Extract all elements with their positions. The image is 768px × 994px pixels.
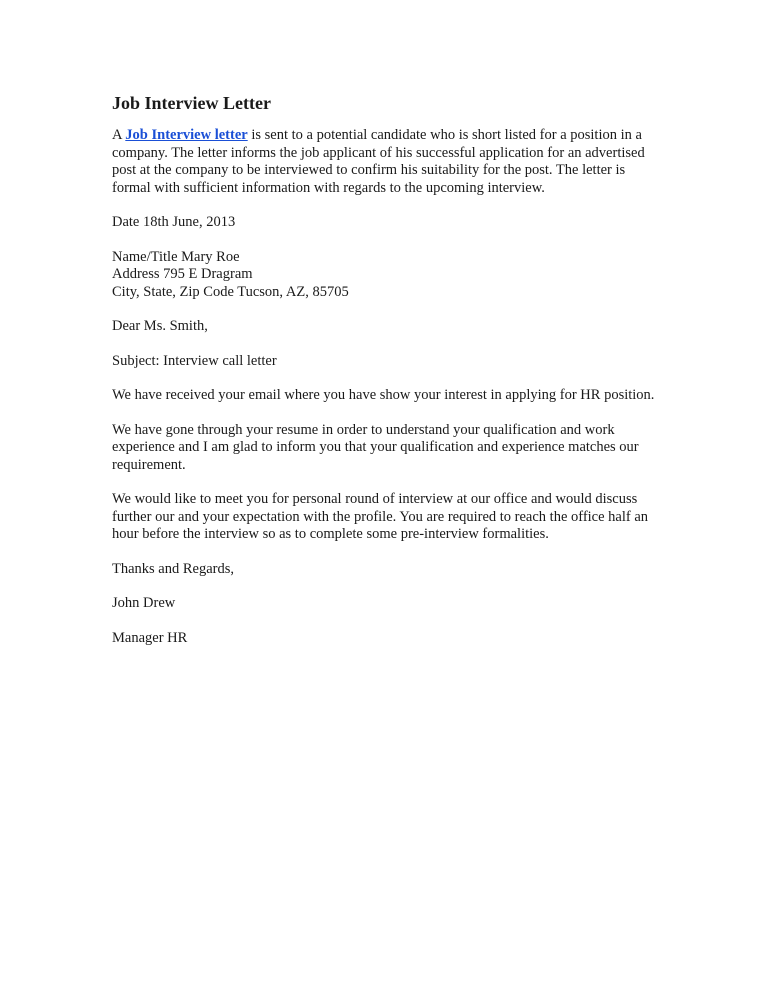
salutation: Dear Ms. Smith, [112, 318, 208, 334]
letter-date: Date 18th June, 2013 [112, 214, 236, 230]
signer-title: Manager HR [112, 629, 188, 646]
recipient-address [112, 249, 660, 302]
closing: Thanks and Regards, [112, 560, 235, 577]
document-title: Job Interview Letter [112, 93, 271, 113]
job-interview-letter-link[interactable]: Job Interview letter [125, 127, 248, 143]
body-paragraph-3: We would like to meet you for personal round of interview at our office and would discuss further our and your expectation with the profile. You are required to reach the office half an hour before the interview so as to complete some pre-interview formalities. [112, 491, 649, 542]
subject-line: Subject: Interview call letter [112, 352, 277, 369]
recipient-name: Name/Title Mary Roe [112, 248, 240, 265]
body-paragraph-2: We have gone through your resume in order to understand your qualification and work experience and I am glad to inform you that your qualification and experience matches our requirement. [112, 421, 639, 473]
intro-text: is sent to a potential candidate who is short listed for a position in a company. The letter informs the job applicant of his successful application for an advertised post at the company to be interviewed to confirm his suitability for the post. The letter is formal with sufficient information with regards to the upcoming interview. [112, 127, 645, 196]
recipient-street: Address 795 E Dragram [112, 266, 253, 282]
intro-prefix: A [112, 127, 126, 143]
signer-name: John Drew [112, 595, 176, 611]
letter-document [112, 92, 660, 664]
recipient-city: City, State, Zip Code Tucson, AZ, 85705 [112, 283, 349, 300]
body-paragraph-1: We have received your email where you have show your interest in applying for HR position. [112, 387, 655, 403]
intro-paragraph [112, 127, 660, 197]
